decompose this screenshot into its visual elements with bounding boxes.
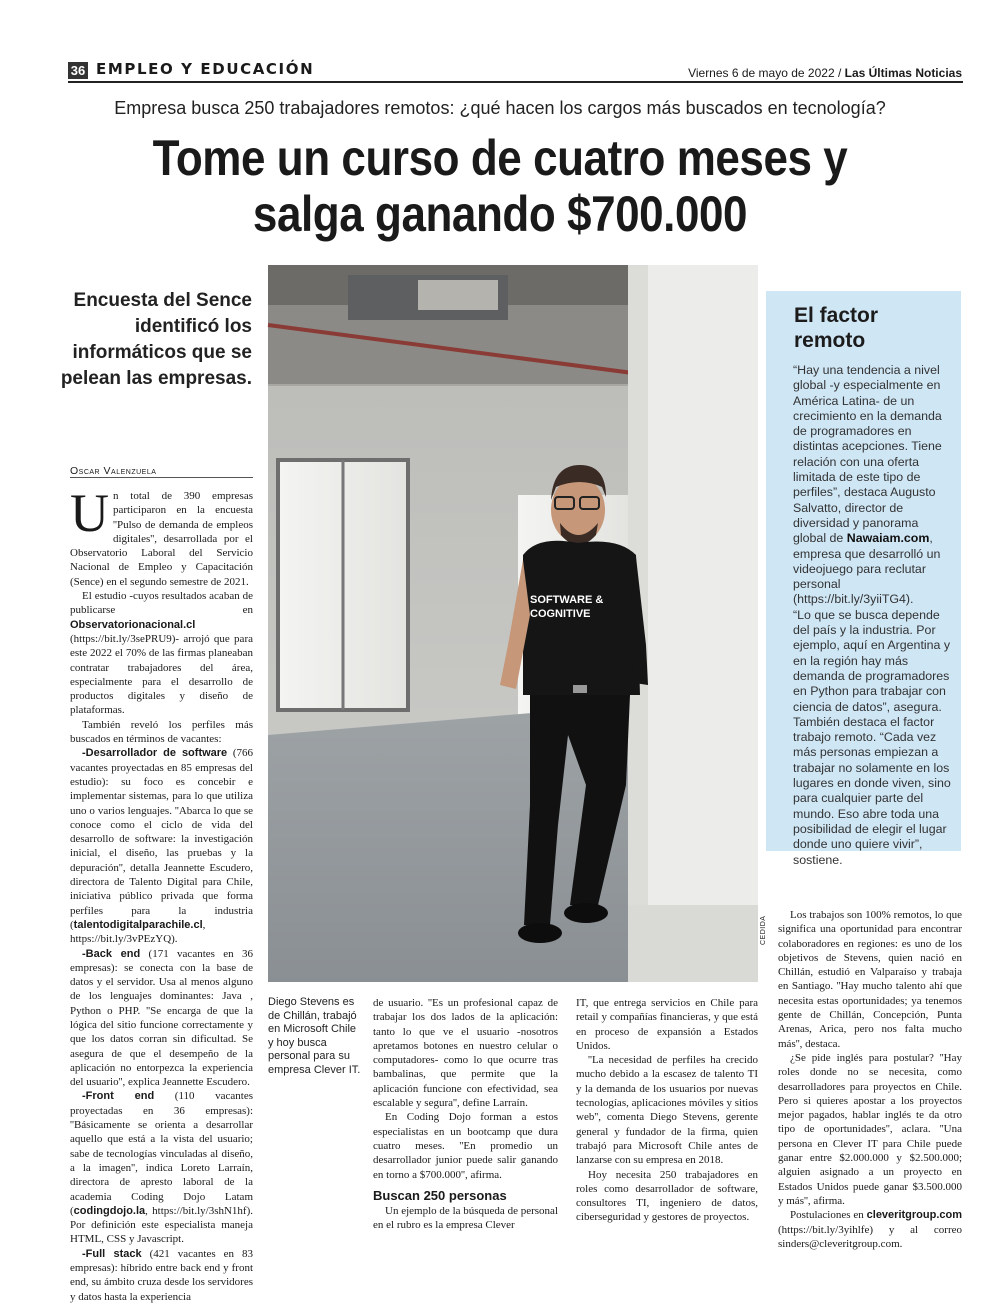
header-rule	[68, 81, 963, 83]
headline-line-1: Tome un curso de cuatro meses y	[152, 130, 848, 186]
website-link[interactable]: Observatorionacional.cl	[70, 618, 196, 631]
shirt-text-2: COGNITIVE	[530, 608, 591, 620]
paragraph: n total de 390 empresas participaron en la encuesta ''Pulso de demanda de empleos digitales'', desarrollada por el Observatorio Laboral del Servicio Nacional de Empleo y Capacitación (Sence) en el segundo semestre de 2021.	[70, 490, 253, 588]
paragraph: Hoy necesita 250 trabajadores en roles como desarrollador de software, consultores TI, ingeniero de datos, ciberseguridad y gestores de proyectos.	[576, 1168, 758, 1224]
sidebar-text	[793, 363, 951, 868]
paragraph	[778, 1208, 962, 1251]
paragraph: Los trabajos son 100% remotos, lo que significa una oportunidad para encontrar colaboradores en regiones: es uno de los objetivos de Stevens, quien nació en Chillán, estudió en Valparaíso y trabaja en Santiago. ''Hay mucho talento ahí que necesita estas oportunidades; ya tenemos gente de Chillán, Concepción, Punta Arenas, Arica, pero nos falta mucho más'', destaca.	[778, 909, 962, 1050]
profile-label: -Full stack	[82, 1247, 142, 1260]
profile-label: -Front end	[82, 1090, 155, 1103]
sidebar-paragraph: También destaca el factor trabajo remoto. “Cada vez más personas empiezan a trabajar no solamente en los lugares en donde viven, sino para cualquier parte del mundo. Eso abre toda una posibilidad de elegir el lugar donde uno quiere vivir”, sostiene.	[793, 714, 951, 867]
byline-rule	[70, 477, 253, 478]
kicker: Empresa busca 250 trabajadores remotos: ¿qué hacen los cargos más buscados en tecnología?	[114, 98, 886, 118]
paragraph	[70, 947, 253, 1090]
paragraph: Un ejemplo de la búsqueda de personal en el rubro es la empresa Clever	[373, 1204, 558, 1232]
paragraph: de usuario. ''Es un profesional capaz de trabajar los dos lados de la aplicación: tanto lo que ve el usuario -nosotros apretamos botones en nuestro celular o computadores- como lo que ocurre tras bambalinas, que permite que la aplicación funcione con efectividad, sea escalable y segura'', define Larraín.	[373, 997, 558, 1110]
paragraph: IT, que entrega servicios en Chile para retail y compañías financieras, y que está en proceso de expansión a Estados Unidos.	[576, 997, 758, 1052]
text: “Hay una tendencia a nivel global -y especialmente en América Latina- de un crecimiento en la demanda de programadores en distintas acepciones. Tiene relación con una oferta limitada de este tipo de perfiles”, destaca Augusto Salvatto, director de diversidad y panorama global de	[793, 363, 942, 546]
website-link[interactable]: talentodigitalparachile.cl	[73, 918, 203, 931]
paragraph	[70, 1089, 253, 1246]
paragraph	[70, 589, 253, 718]
text: Postulaciones en	[790, 1209, 867, 1222]
text: (110 vacantes proyectadas en 36 empresas): ''Básicamente se orienta a desarrollar aquello que está a la vista del usuario; sabe de tecnologías vinculadas al diseño, a la imagen'', indica Loreto Larraín, directora de apresto laboral de la academia Coding Dojo Latam (	[70, 1090, 253, 1217]
sidebar-box	[766, 291, 961, 867]
headline	[95, 130, 905, 242]
profile-label: -Back end	[82, 947, 141, 960]
text: (https://bit.ly/3sePRU9)- arrojó que para este 2022 el 70% de las firmas planeaban contratar trabajadores del área, especialmente para el desarrollo de productos digitales y diseño de plataformas.	[70, 632, 253, 717]
paragraph: También reveló los perfiles más buscados en términos de vacantes:	[70, 718, 253, 746]
dateline	[688, 66, 962, 80]
photo-illustration	[268, 265, 758, 982]
text: El estudio -cuyos resultados acaban de publicarse en	[70, 590, 253, 617]
text: (766 vacantes proyectadas en 85 empresas del estudio): su foco es concebir e implementar sistemas, para lo que utiliza uno o varios lenguajes. ''Abarca lo que se conoce como el ciclo de vida del desarrollo de software: la investigación inicial, el diseño, las pruebas y la depuración'', detalla Jeannette Escudero, directora de Talento Digital para Chile, iniciativa público privada que forma perfiles para la industria (	[70, 747, 254, 931]
sidebar-paragraph: “Lo que se busca depende del país y la industria. Por ejemplo, aquí en Argentina y en la región hay más demanda de programadores en Python para trabajar con ciencia de datos”, asegura.	[793, 607, 951, 714]
article-column-4	[778, 908, 962, 1251]
date: Viernes 6 de mayo de 2022 /	[688, 66, 845, 80]
paragraph	[70, 746, 253, 946]
website-link[interactable]: codingdojo.la	[73, 1204, 146, 1217]
drop-cap: U	[70, 483, 109, 543]
portrait-photo	[268, 265, 758, 982]
article-column-3	[576, 996, 758, 1225]
shirt-text-1: SOFTWARE &	[530, 594, 604, 606]
page-number: 36	[68, 62, 88, 79]
photo-caption: Diego Stevens es de Chillán, trabajó en Microsoft Chile y hoy busca personal para su empresa Clever IT.	[268, 996, 361, 1076]
article-column-1	[70, 483, 254, 1304]
deck: Encuesta del Sence identificó los informáticos que se pelean las empresas.	[60, 290, 252, 389]
website-link[interactable]: cleveritgroup.com	[866, 1209, 962, 1222]
text: (171 vacantes en 36 empresas): se conecta con la base de datos y el servidor. Usa al menos alguno de los lenguajes dominantes: Java , Python o PHP. ''Se encarga de que la lógica del sitio funcione correctamente y que los datos corran sin dificultad. Se asegura de que el desempeño de la aplicación no entorpezca la experiencia del usuario'', explica Jeannette Escudero.	[70, 947, 253, 1089]
website-link[interactable]: Nawaiam.com	[846, 531, 930, 546]
sidebar-paragraph	[793, 363, 951, 608]
text: , https://bit.ly/3shN1hf). Por definición este especialista maneja HTML, CSS y Javascript.	[70, 1204, 253, 1246]
newspaper-name: Las Últimas Noticias	[844, 66, 962, 80]
photo-credit: CEDIDA	[760, 915, 767, 945]
byline: Oscar Valenzuela	[70, 465, 157, 477]
paragraph: En Coding Dojo forman a estos especialistas en un bootcamp que dura cuatro meses. ''En promedio un desarrollador junior puede salir ganando en torno a $700.000'', afirma.	[373, 1111, 558, 1181]
section-title: EMPLEO Y EDUCACIÓN	[96, 60, 315, 78]
paragraph: ''La necesidad de perfiles ha crecido mucho debido a la escasez de talento TI y la demanda de los usuarios por nuevas tecnologías, aplicaciones móviles y sitios web'', comenta Diego Stevens, gerente general y fundador de la firma, quien trabajó para Microsoft Chile antes de lanzarse con su empresa en 2018.	[576, 1054, 758, 1167]
text: (421 vacantes en 83 empresas): híbrido entre back end y front end, su ámbito cruza desde los servidores y datos hasta la experiencia	[70, 1247, 253, 1303]
text: , empresa que desarrolló un videojuego para reclutar personal (https://bit.ly/3yiiTG4).	[793, 531, 941, 607]
headline-line-2: salga ganando $700.000	[252, 186, 748, 242]
text: (https://bit.ly/3yihlfe) y al correo sinders@cleveritgroup.com.	[778, 1223, 962, 1250]
text: , https://bit.ly/3vPEzYQ).	[70, 918, 206, 946]
paragraph: ¿Se pide inglés para postular? ''Hay roles donde no se necesita, como desarrolladores para proyectos en Chile. Pero si quieres apostar a los proyectos mejor pagados, hablar inglés te da otro tipo de oportunidades'', aclara. ''Una persona en Clever IT para Chile puede ganar entre $2.000.000 y $2.500.000; alguien asignado a un proyecto en Estados Unidos puede ganar $3.500.000 y más'', afirma.	[778, 1051, 962, 1207]
paragraph	[70, 1247, 253, 1304]
article-column-2	[373, 996, 558, 1232]
profile-label: -Desarrollador de software	[82, 747, 228, 760]
sidebar-title: El factor remoto	[794, 304, 879, 352]
subheading: Buscan 250 personas	[373, 1187, 507, 1203]
